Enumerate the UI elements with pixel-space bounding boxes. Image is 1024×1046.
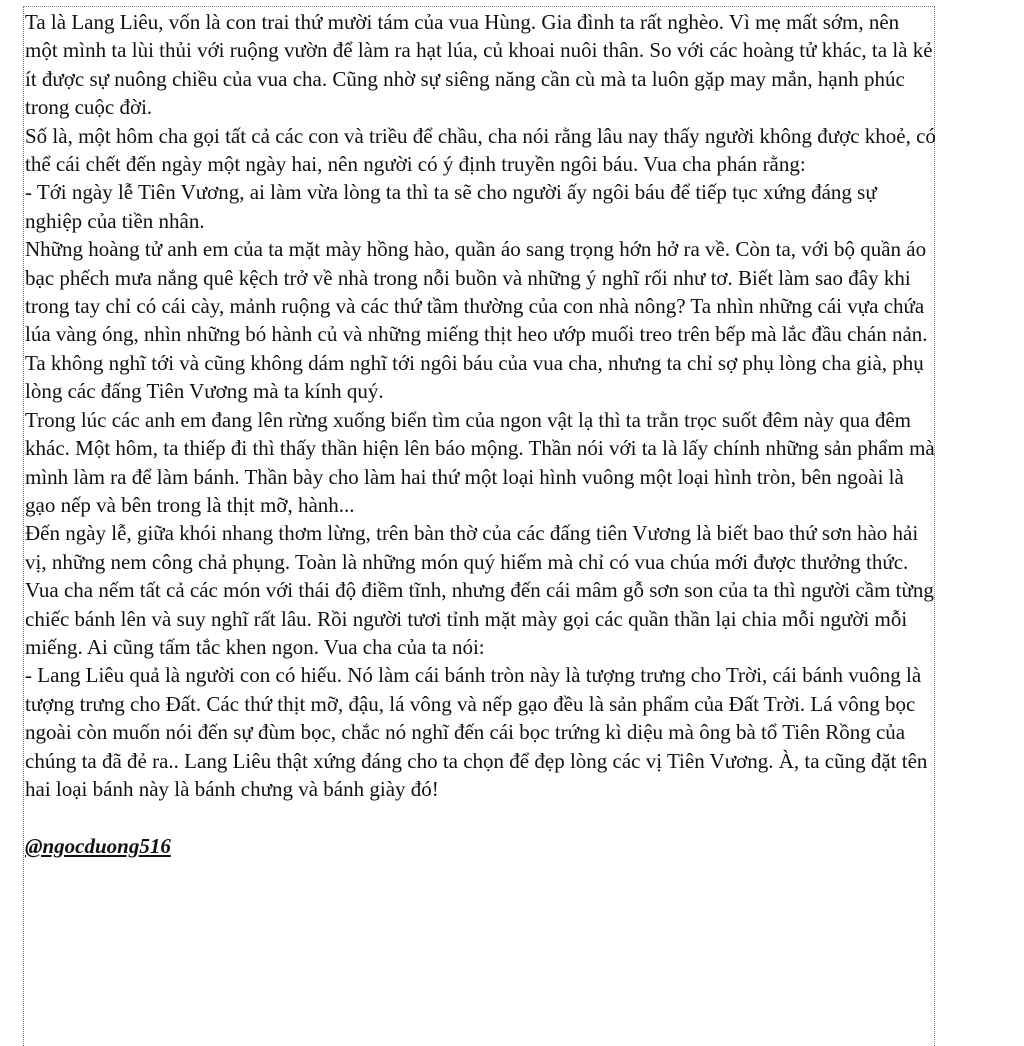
paragraph-6: Đến ngày lễ, giữa khói nhang thơm lừng, trên bàn thờ của các đấng tiên Vương là biết bao thứ sơn hào hải vị, những nem công chả phụng. Toàn là những món quý hiếm mà chỉ có vua chúa mới được thưởng thức. [25,521,919,574]
paragraph-1: Ta là Lang Liêu, vốn là con trai thứ mười tám của vua Hùng. Gia đình ta rất nghèo. Vì mẹ mất sớm, nên một mình ta lùi thủi với ruộng vườn để làm ra hạt lúa, củ khoai nuôi thân. So với các hoàng tử khác, ta là kẻ ít được sự nuông chiều của vua cha. Cũng nhờ sự siêng năng cần cù mà ta luôn gặp may mắn, hạnh phúc trong cuộc đời. [25,10,933,120]
paragraph-3: - Tới ngày lễ Tiên Vương, ai làm vừa lòng ta thì ta sẽ cho người ấy ngôi báu để tiếp tục xứng đáng sự nghiệp của tiền nhân. [25,180,877,233]
paragraph-8: - Lang Liêu quả là người con có hiếu. Nó làm cái bánh tròn này là tượng trưng cho Trời, cái bánh vuông là tượng trưng cho Đất. Các thứ thịt mỡ, đậu, lá vông và nếp gạo đều là sản phẩm của Đất Trời. Lá vông bọc ngoài còn muốn nói đến sự đùm bọc, chắc nó nghĩ đến cái bọc trứng kì diệu mà ông bà tổ Tiên Rồng của chúng ta đã đẻ ra.. Lang Liêu thật xứng đáng cho ta chọn để đẹp lòng các vị Tiên Vương. À, ta cũng đặt tên hai loại bánh này là bánh chưng và bánh giày đó! [25,663,928,801]
paragraph-7: Vua cha nếm tất cả các món với thái độ điềm tĩnh, nhưng đến cái mâm gỗ sơn son của ta thì người cầm từng chiếc bánh lên và suy nghĩ rất lâu. Rồi người tươi tỉnh mặt mày gọi các quần thần lại chia mỗi người mỗi miếng. Ai cũng tấm tắc khen ngon. Vua cha của ta nói: [25,578,934,659]
paragraph-2: Số là, một hôm cha gọi tất cả các con và triều để chầu, cha nói rằng lâu nay thấy người không được khoẻ, có thể cái chết đến ngày một ngày hai, nên người có ý định truyền ngôi báu. Vua cha phán rằng: [25,123,936,177]
document-body [25,8,937,860]
paragraph-4: Những hoàng tử anh em của ta mặt mày hồng hào, quần áo sang trọng hớn hở ra về. Còn ta, với bộ quần áo bạc phếch mưa nắng quê kệch trở về nhà trong nỗi buồn và những ý nghĩ rối như tơ. Biết làm sao đây khi trong tay chỉ có cái cày, mảnh ruộng và các thứ tầm thường của con nhà nông? Ta nhìn những cái vựa chứa lúa vàng óng, nhìn những bó hành củ và những miếng thịt heo ướp muối treo trên bếp mà lắc đầu chán nản. Ta không nghĩ tới và cũng không dám nghĩ tới ngôi báu của vua cha, nhưng ta chỉ sợ phụ lòng cha già, phụ lòng các đấng Tiên Vương mà ta kính quý. [25,237,928,404]
author-signature: @ngocduong516 [25,833,171,858]
blank-line [25,803,937,831]
paragraph-5: Trong lúc các anh em đang lên rừng xuống biển tìm của ngon vật lạ thì ta trằn trọc suốt đêm này qua đêm khác. Một hôm, ta thiếp đi thì thấy thần hiện lên báo mộng. Thần nói với ta là lấy chính những sản phẩm mà mình làm ra để làm bánh. Thần bày cho làm hai thứ một loại hình vuông một loại hình tròn, bên ngoài là gạo nếp và bên trong là thịt mỡ, hành... [25,407,935,517]
